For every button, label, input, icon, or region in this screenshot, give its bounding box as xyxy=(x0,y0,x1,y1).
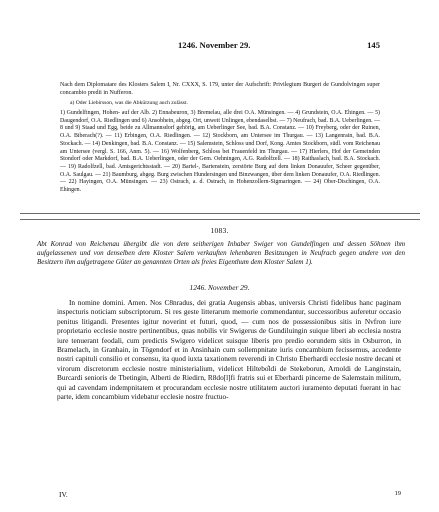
volume-mark: IV. xyxy=(59,490,68,499)
source-note: Nach dem Diplomatare des Klosters Salem I, Nr. CXXX, S. 179, unter der Aufschrift: Privilegium Burgeri de Gundolvingen super concambio predii in Nufferon. xyxy=(60,82,380,96)
charter-paragraph: In nomine domini. Amen. Nos C8nradus, dei gratia Augensis abbas, universis Christi fidelibus hanc paginam inspecturis noticiam subscriptorum. Si res geste litterarum memorie commendantur, successoribus auferetur occasio penitus litigandi. Presentes igitur noverint et futuri, quod, — cum nos de possessionibus sitis in Nvfron iure proprietario ecclesie nostre pertinentibus, quas nobilis vir Swigerus de Gundiluingin suique liberi ab ecclesia nostra iure tenuerant feodali, cum predictis Swigero videlicet suisque liberis pro predio eorundem sitis in Osburron, in Bramelach, in Granhain, in Tögendorf et in Ansinhain cum sollempnitate iuris concambium fecissemus, accedente nostri capituli consilio et consensu, ita quod iuxta taxationem reverendi in Christo Eberhardi ecclesie nostre decani et virorum discretorum ecclesie nostre ministerialium, videlicet Hiltebo̊ldi de Stekeborun, Arnoldi de Langinstain, Burcardi senioris de Tbetingin, Alberti de Riedirn, R8do[l]fi fratris sui et Eberhardi pincerne de Salemstain militum, qui ad cavendam indempnitatem et procurandam ecclesie nostre utilitatem auctori iuramento deputati fuerant in hac parte, idem concambium videbatur ecclesie nostre fructuo- xyxy=(57,298,401,402)
divider-rule xyxy=(20,219,420,220)
document-date: 1246. November 29. xyxy=(189,283,250,292)
page-number: 145 xyxy=(367,40,380,50)
running-head xyxy=(60,40,380,52)
footnote-a: a) Oder Liebirsson, was die Abkürzung auch zulässt. xyxy=(70,100,188,106)
header-date: 1246. November 29. xyxy=(178,40,251,50)
signature-mark: 19 xyxy=(394,490,401,497)
divider-rule xyxy=(20,213,420,214)
document-number: 1083. xyxy=(210,226,229,235)
page-footer xyxy=(57,490,401,500)
charter-text xyxy=(57,298,401,401)
place-footnotes: 1) Gundelfingen, Hohen- auf der Alb. 2) Ennabeuron, 3) Bremelau, alle drei O.A. Münsingen. — 4) Grundstein, O.A. Ehingen. — 5) Daugendorf, O.A. Riedlingen und 6) Ansobhein, abgeg. Ort, unweit Unlingen, ebendaselbst. — 7) Neufrach, bad. B.A. Ueberlingen. — 8 und 9) Staad und Egg, beide zu Allmannsdorf gehörig, am Ueberlinger See, bad. B.A. Constanz. — 10) Freyberg, oder der Ruinen, O.A. Biberach(?). — 11) Erbingen, O.A. Riedlingen. — 12) Stockborn, am Untersee im Thurgau. — 13) Langenrain, bad. B.A. Stockach. — 14) Denkingen, bad. B.A. Constanz. — 15) Salemstein, Schloss und Dorf, Kong. Amtes Stockborn, südl. vom Reichenau am Untersee (vergl. S. 166, Anm. 5). — 16) Wolfenberg, Schloss bei Frauenfeld im Thurgau. — 17) Hierlers, Hof der Gemeinden Stondorf oder Markdorf, bad. B.A. Ueberlingen, oder der Gem. Oehningen, A.G. Radolfzell. — 18) Raithaslach, bad. B.A. Stockach. — 19) Radolfzell, bad. Amtsgerichtsstadt. — 20) Bartel-, Bartenstein, zerstörte Burg auf dem linken Donauufer, Scheer gegenüber, O.A. Saulgau. — 21) Baumburg, abgeg. Burg zwischen Hundersingen und Binzwangen, über dem linken Donauufer, O.A. Riedlingen. — 22) Hayingen, O.A. Münsingen. — 23) Ostrach, a. d. Ostrach, in Hohenzollern-Sigmaringen. — 24) Ober-Dischingen, O.A. Ehingen. xyxy=(60,110,380,194)
document-regest: Abt Konrad von Reichenau übergibt die von dem seitherigen Inhaber Swiger von Gundelfingen und dessen Söhnen ihm aufgelassenen und von denselben dem Kloster Salem verkauften lehenbaren Besitzungen in Neufrach gegen andere von den Besitzern ihm aufgetragene Güter an genannten Orten als freies Eigenthum dem Kloster Salem 1). xyxy=(37,240,405,267)
